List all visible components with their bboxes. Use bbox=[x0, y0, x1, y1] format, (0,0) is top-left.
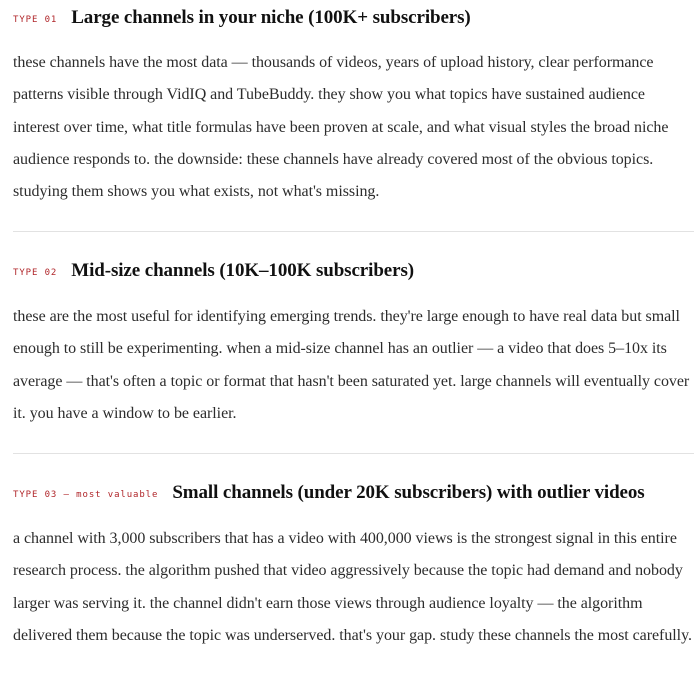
type-tag: TYPE 03 — most valuable bbox=[13, 490, 159, 500]
section-header bbox=[13, 260, 414, 282]
section-body: a channel with 3,000 subscribers that has a video with 400,000 views is the strongest signal in this entire research process. the algorithm pushed that video aggressively because the topic had demand and nobody larger was serving it. the channel didn't earn those views through audience loyalty — the algorithm delivered them because the topic was underserved. that's your gap. study these channels the most carefully. bbox=[13, 530, 692, 644]
section-body: these are the most useful for identifying emerging trends. they're large enough to have real data but small enough to still be experimenting. when a mid-size channel has an outlier — a video that does 5–10x its average — that's often a topic or format that hasn't been saturated yet. large channels will eventually cover it. you have a window to be earlier. bbox=[13, 308, 690, 422]
type-tag: TYPE 02 bbox=[13, 268, 58, 278]
section-header bbox=[13, 482, 645, 504]
section-type-01 bbox=[13, 0, 694, 232]
section-title: Large channels in your niche (100K+ subscribers) bbox=[71, 7, 471, 28]
section-type-02 bbox=[13, 232, 694, 454]
section-body: these channels have the most data — thousands of videos, years of upload history, clear performance patterns visible through VidIQ and TubeBuddy. they show you what topics have sustained audience interest over time, what title formulas have been proven at scale, and what visual styles the broad niche audience responds to. the downside: these channels have already covered most of the obvious topics. studying them shows you what exists, not what's missing. bbox=[13, 54, 669, 201]
section-title: Small channels (under 20K subscribers) with outlier videos bbox=[172, 482, 645, 503]
section-title: Mid-size channels (10K–100K subscribers) bbox=[71, 260, 414, 281]
section-header bbox=[13, 7, 471, 29]
section-type-03 bbox=[13, 454, 694, 686]
type-tag: TYPE 01 bbox=[13, 15, 58, 25]
